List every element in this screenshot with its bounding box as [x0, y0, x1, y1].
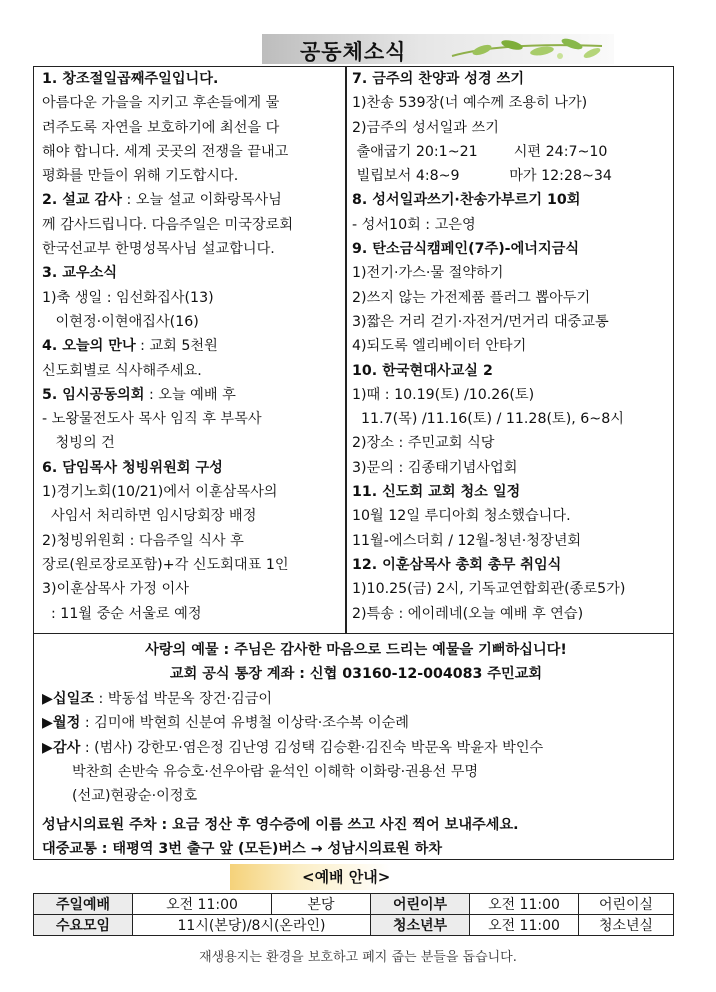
news-line: - 노왕물전도사 목사 임직 후 부목사 — [42, 411, 262, 428]
news-line-text: : 오늘 예배 후 — [144, 386, 236, 403]
page-title: 공동체소식 — [300, 40, 407, 64]
news-box — [33, 66, 674, 634]
news-line: 1)경기노회(10/21)에서 이훈삼목사의 — [42, 484, 278, 501]
schedule-table — [33, 893, 674, 936]
table-cell: 오전 11:00 — [470, 894, 579, 915]
news-line-label: 4. 오늘의 만나 — [42, 338, 136, 355]
tithe-line — [42, 687, 670, 711]
news-line: 3)짧은 거리 걷기·자전거/먼거리 대중교통 — [352, 313, 609, 330]
news-line: 1. 창조절일곱째주일입니다. — [42, 71, 219, 87]
news-line: 12. 이훈삼목사 총회 총무 취임식 — [352, 556, 562, 573]
table-row — [34, 915, 674, 936]
news-line: 3)이훈삼목사 가정 이사 — [42, 581, 189, 598]
news-line: 려주도록 자연을 보호하기에 최선을 다 — [42, 119, 280, 136]
news-line: 신도회별로 식사해주세요. — [42, 362, 202, 379]
news-line — [42, 334, 340, 358]
news-line-text: : 오늘 설교 이화랑목사님 — [121, 192, 282, 209]
footer-note: 재생용지는 환경을 보호하고 폐지 줍는 분들을 돕습니다. — [199, 950, 517, 965]
parking-line: 성남시의료원 주차 : 요금 정산 후 영수증에 이름 쓰고 사진 찍어 보내주세요. — [42, 816, 519, 833]
left-column — [42, 67, 340, 626]
news-line-text: : 교회 5천원 — [135, 338, 218, 355]
news-line: : 11월 중순 서울로 예정 — [42, 605, 202, 622]
news-line: 1)축 생일 : 임선화집사(13) — [42, 289, 214, 306]
news-line: 9. 탄소금식캠페인(7주)-에너지금식 — [352, 241, 580, 258]
news-line: 1)전기·가스·물 절약하기 — [352, 265, 504, 282]
thanks-line-3: (선교)현광순·이정호 — [72, 788, 198, 805]
table-cell: 청소년실 — [579, 915, 674, 936]
leaf-decoration-icon — [442, 34, 614, 64]
table-cell: 수요모임 — [34, 915, 133, 936]
schedule-title: <예배 안내> — [302, 868, 391, 886]
table-cell: 11시(본당)/8시(온라인) — [133, 915, 371, 936]
news-line — [42, 188, 340, 212]
news-line: 장로(원로장로포함)+각 신도회대표 1인 — [42, 556, 289, 573]
news-line: 빌립보서 4:8~9 마가 12:28~34 — [352, 168, 612, 185]
schedule-banner — [230, 864, 460, 890]
news-line: 10월 12일 루디아회 청소했습니다. — [352, 508, 571, 525]
news-line — [42, 383, 340, 407]
tithe-names: : 박동섭 박문옥 장건·김금이 — [94, 690, 273, 707]
news-line: 해야 합니다. 세계 곳곳의 전쟁을 끝내고 — [42, 143, 289, 160]
news-line: 께 감사드립니다. 다음주일은 미국장로회 — [42, 216, 294, 233]
news-line: 2)쓰지 않는 가전제품 플러그 뽑아두기 — [352, 289, 591, 306]
news-line: - 성서10회 : 고은영 — [352, 216, 476, 233]
table-cell: 주일예배 — [34, 894, 133, 915]
news-line: 2)장소 : 주민교회 식당 — [352, 435, 495, 452]
news-line: 11월-에스더회 / 12월-청년·청장년회 — [352, 532, 582, 549]
news-line: 1)때 : 10.19(토) /10.26(토) — [352, 386, 535, 403]
offering-line: 사랑의 예물 : 주님은 감사한 마음으로 드리는 예물을 기뻐하십니다! — [145, 642, 567, 658]
news-line: 2)청빙위원회 : 다음주일 식사 후 — [42, 532, 244, 549]
news-line: 11. 신도회 교회 청소 일정 — [352, 484, 521, 501]
news-line: 1)찬송 539장(너 예수께 조용히 나가) — [352, 95, 588, 112]
news-line: 이현정·이현애집사(16) — [42, 313, 199, 330]
news-line: 아름다운 가을을 지키고 후손들에게 물 — [42, 95, 280, 112]
thanks-line-2: 박찬희 손반숙 유승호·선우아람 윤석인 이해학 이화랑·권용선 무명 — [72, 764, 479, 781]
news-line: 8. 성서일과쓰기·찬송가부르기 10회 — [352, 192, 581, 209]
news-line: 1)10.25(금) 2시, 기독교연합회관(종로5가) — [352, 581, 626, 598]
offering-box — [33, 634, 674, 860]
transit-line: 대중교통 : 태평역 3번 출구 앞 (모든)버스 → 성남시의료원 하차 — [42, 841, 443, 858]
table-cell: 어린이부 — [371, 894, 470, 915]
right-column — [352, 67, 672, 626]
news-line: 11.7(목) /11.16(토) / 11.28(토), 6~8시 — [352, 411, 624, 428]
news-line-label: 5. 임시공동의회 — [42, 386, 145, 403]
news-line: 청빙의 건 — [42, 435, 115, 452]
news-line: 4)되도록 엘리베이터 안타기 — [352, 338, 527, 355]
table-row — [34, 894, 674, 915]
column-divider — [345, 67, 347, 633]
news-line: 3. 교우소식 — [42, 265, 118, 282]
bank-account-line: 교회 공식 통장 계좌 : 신협 03160-12-004083 주민교회 — [169, 666, 543, 683]
table-cell: 어린이실 — [579, 894, 674, 915]
thanks-names: : (범사) 강한모·염은정 김난영 김성택 김승환·김진숙 박문옥 박윤자 박인수 — [80, 739, 544, 756]
table-cell: 청소년부 — [371, 915, 470, 936]
news-line: 2)금주의 성서일과 쓰기 — [352, 119, 499, 136]
news-line: 사임서 처리하면 임시당회장 배정 — [42, 508, 257, 525]
news-line: 7. 금주의 찬양과 성경 쓰기 — [352, 71, 525, 87]
table-cell: 본당 — [272, 894, 371, 915]
monthly-names: : 김미애 박현희 신분여 유병철 이상락·조수복 이순례 — [80, 715, 409, 732]
thanks-label: ▶감사 — [42, 739, 81, 756]
tithe-label: ▶십일조 — [42, 690, 95, 707]
news-line: 3)문의 : 김종태기념사업회 — [352, 459, 518, 476]
table-cell: 오전 11:00 — [470, 915, 579, 936]
news-line: 6. 담임목사 청빙위원회 구성 — [42, 459, 223, 476]
news-line: 한국선교부 한명성목사님 설교합니다. — [42, 241, 275, 258]
news-line: 평화를 만들이 위해 기도합시다. — [42, 168, 239, 185]
news-line-label: 2. 설교 감사 — [42, 192, 122, 209]
monthly-line — [42, 711, 670, 735]
news-line: 2)특송 : 에이레네(오늘 예배 후 연습) — [352, 605, 584, 622]
news-line: 10. 한국현대사교실 2 — [352, 362, 493, 379]
header-banner — [262, 34, 614, 64]
table-cell: 오전 11:00 — [133, 894, 272, 915]
monthly-label: ▶월정 — [42, 715, 81, 732]
news-line: 출애굽기 20:1~21 시편 24:7~10 — [352, 143, 608, 160]
thanks-line — [42, 736, 670, 760]
